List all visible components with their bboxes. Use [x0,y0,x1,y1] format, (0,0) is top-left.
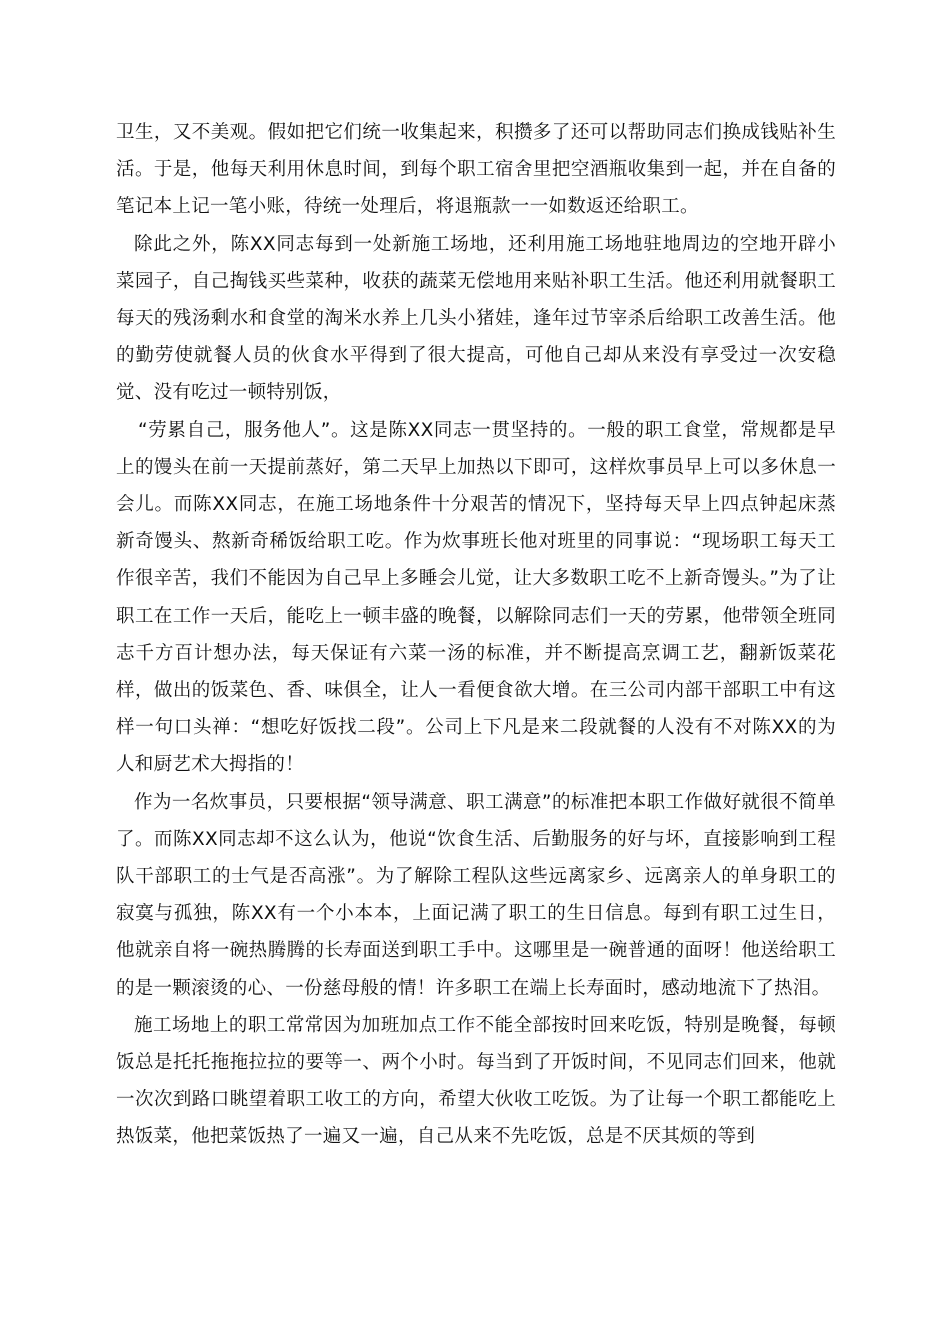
document-body [116,114,836,1156]
paragraph-serve-others: “劳累自己，服务他人”。这是陈XX同志一贯坚持的。一般的职工食堂，常规都是早上的馒头在前一天提前蒸好，第二天早上加热以下即可，这样炊事员早上可以多休息一会儿。而陈XX同志，在施工场地条件十分艰苦的情况下，坚持每天早上四点钟起床蒸新奇馒头、熬新奇稀饭给职工吃。作为炊事班长他对班里的同事说：“现场职工每天工作很辛苦，我们不能因为自己早上多睡会儿觉，让大多数职工吃不上新奇馒头。”为了让职工在工作一天后，能吃上一顿丰盛的晚餐，以解除同志们一天的劳累，他带领全班同志千方百计想办法，每天保证有六菜一汤的标准，并不断提高烹调工艺，翻新饭菜花样，做出的饭菜色、香、味俱全，让人一看便食欲大增。在三公司内部干部职工中有这样一句口头禅：“想吃好饭找二段”。公司上下凡是来二段就餐的人没有不对陈XX的为人和厨艺术大拇指的！ [116,419,836,776]
paragraph-birthday-noodles: 作为一名炊事员，只要根据“领导满意、职工满意”的标准把本职工作做好就很不简单了。而陈XX同志却不这么认为，他说“饮食生活、后勤服务的好与坏，直接影响到工程队干部职工的士气是否高涨”。为了解除工程队这些远离家乡、远离亲人的单身职工的寂寞与孤独，陈XX有一个小本本，上面记满了职工的生日信息。每到有职工过生日，他就亲自将一碗热腾腾的长寿面送到职工手中。这哪里是一碗普通的面呀！他送给职工的是一颗滚烫的心、一份慈母般的情！许多职工在端上长寿面时，感动地流下了热泪。 [116,791,836,999]
paragraph-continued: 卫生，又不美观。假如把它们统一收集起来，积攒多了还可以帮助同志们换成钱贴补生活。于是，他每天利用休息时间，到每个职工宿舍里把空酒瓶收集到一起，并在自备的笔记本上记一笔小账，待统一处理后，将退瓶款一一如数返还给职工。 [116,122,836,218]
paragraph-vegetable-garden: 除此之外，陈XX同志每到一处新施工场地，还利用施工场地驻地周边的空地开辟小菜园子，自己掏钱买些菜种，收获的蔬菜无偿地用来贴补职工生活。他还利用就餐职工每天的残汤剩水和食堂的淘米水养上几头小猪娃，逢年过节宰杀后给职工改善生活。他的勤劳使就餐人员的伙食水平得到了很大提高，可他自己却从来没有享受过一次安稳觉、没有吃过一顿特别饭， [116,233,836,404]
paragraph-waiting-meals: 施工场地上的职工常常因为加班加点工作不能全部按时回来吃饭，特别是晚餐，每顿饭总是托托拖拖拉拉的要等一、两个小时。每当到了开饭时间，不见同志们回来，他就一次次到路口眺望着职工收工的方向，希望大伙收工吃饭。为了让每一个职工都能吃上热饭菜，他把菜饭热了一遍又一遍，自己从来不先吃饭，总是不厌其烦的等到 [116,1014,836,1148]
